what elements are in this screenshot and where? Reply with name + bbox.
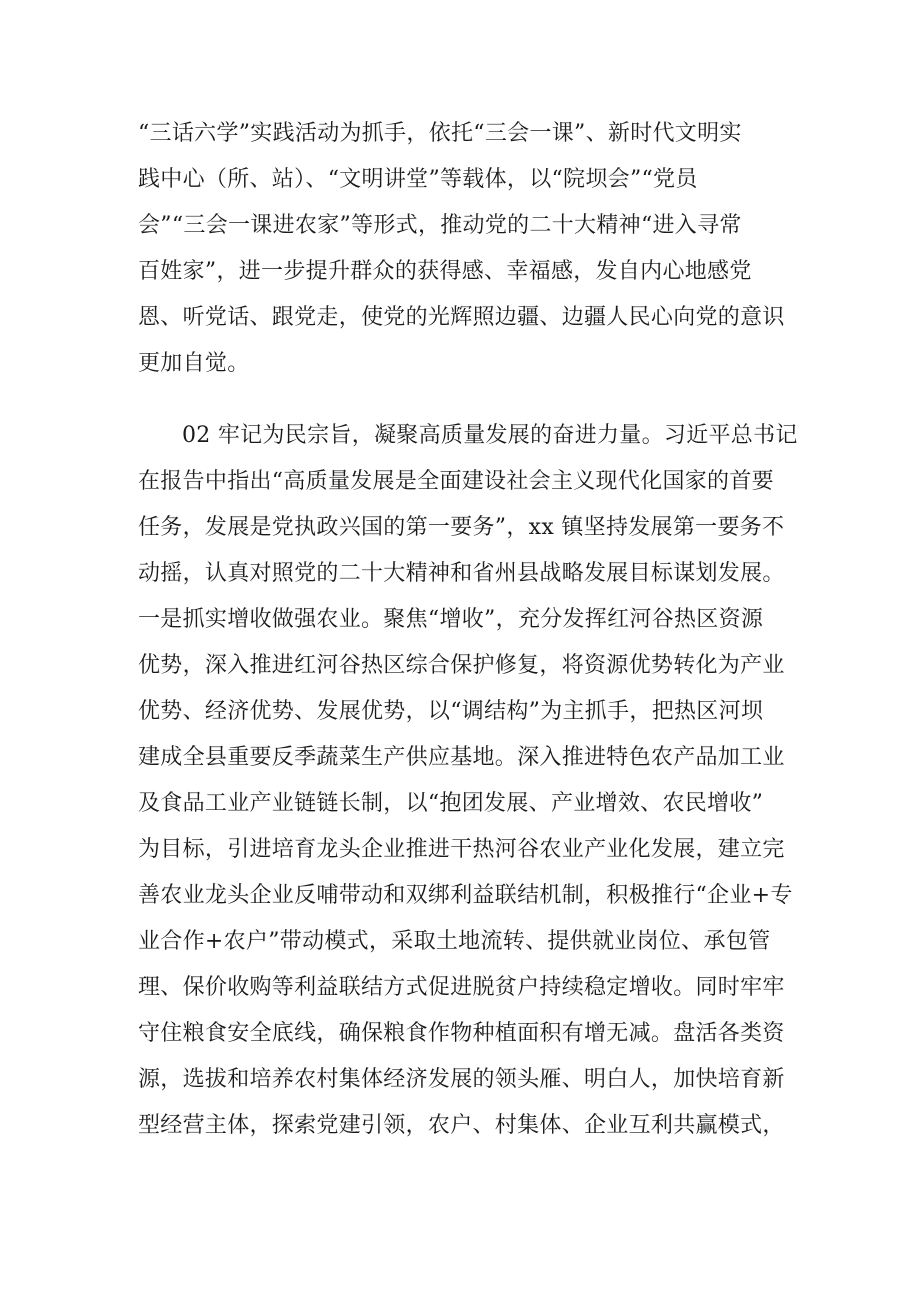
paragraph-line: 优势、经济优势、发展优势，以“调结构”为主抓手，把热区河坝 xyxy=(138,699,764,724)
paragraph-line: 为目标，引进培育龙头企业推进干热河谷农业产业化发展，建立完 xyxy=(138,837,785,862)
paragraph-line: 型经营主体，探索党建引领，农户、村集体、企业互利共赢模式， xyxy=(138,1113,785,1138)
paragraph-line: 善农业龙头企业反哺带动和双绑利益联结机制，积极推行“企业+专 xyxy=(138,883,793,908)
paragraph-line: 践中心（所、站）、“文明讲堂”等载体，以“院坝会”“党员 xyxy=(138,167,698,192)
paragraph-line: 建成全县重要反季蔬菜生产供应基地。深入推进特色农产品加工业 xyxy=(138,745,785,770)
paragraph-line: 会”“三会一课进农家”等形式，推动党的二十大精神“进入寻常 xyxy=(138,213,742,238)
paragraph-line: 优势，深入推进红河谷热区综合保护修复，将资源优势转化为产业 xyxy=(138,653,785,678)
paragraph-line: 更加自觉。 xyxy=(138,351,250,376)
paragraph-line: “三话六学”实践活动为抓手，依托“三会一课”、新时代文明实 xyxy=(138,121,742,146)
paragraph-line: 在报告中指出“高质量发展是全面建设社会主义现代化国家的首要 xyxy=(138,469,774,494)
paragraph-line: 业合作+农户”带动模式，采取土地流转、提供就业岗位、承包管 xyxy=(138,929,771,954)
paragraph-line: 一是抓实增收做强农业。聚焦“增收”，充分发挥红河谷热区资源 xyxy=(138,607,764,632)
paragraph-line: 理、保价收购等利益联结方式促进脱贫户持续稳定增收。同时牢牢 xyxy=(138,975,785,1000)
paragraph-line: 恩、听党话、跟党走，使党的光辉照边疆、边疆人民心向党的意识 xyxy=(138,305,785,330)
paragraph-line: 守住粮食安全底线，确保粮食作物种植面积有增无减。盘活各类资 xyxy=(138,1021,785,1046)
paragraph-line: 02 牢记为民宗旨，凝聚高质量发展的奋进力量。习近平总书记 xyxy=(182,423,798,448)
paragraph-line: 任务，发展是党执政兴国的第一要务”，xx 镇坚持发展第一要务不 xyxy=(138,515,785,540)
paragraph-line: 源，选拔和培养农村集体经济发展的领头雁、明白人，加快培育新 xyxy=(138,1067,785,1092)
paragraph-line: 及食品工业产业链链长制，以“抱团发展、产业增效、农民增收” xyxy=(138,791,764,816)
paragraph-line: 百姓家”，进一步提升群众的获得感、幸福感，发自内心地感党 xyxy=(138,259,752,284)
paragraph-line: 动摇，认真对照党的二十大精神和省州县战略发展目标谋划发展。 xyxy=(138,561,785,586)
